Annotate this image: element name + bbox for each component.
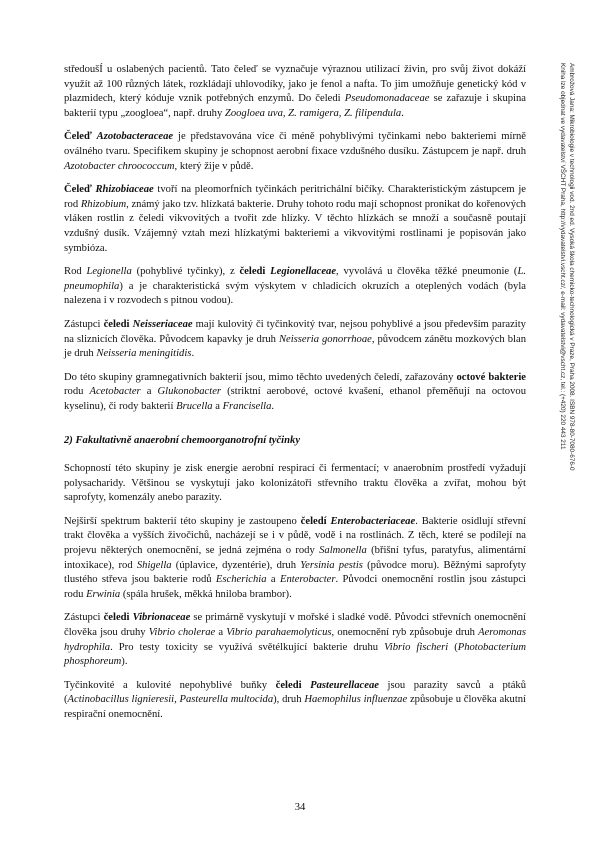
family-name: Azotobacteraceae: [96, 131, 174, 143]
paragraph-neisseriaceae: [64, 318, 526, 362]
text: (původce moru). Běžnými saprofyty tlustého střeva jsou bakterie rodů: [64, 559, 526, 586]
text: Schopností této skupiny je zisk energie aerobní respirací či fermentací; v anaerobním prostředí vyžadují polysacharidy. Většinou se vyskytují jako kolonizátoři střevního traktu člověka a zvířat, mohou být saprofyty, komenzály anebo parazity.: [64, 463, 526, 504]
bold-term: čeledí: [300, 515, 331, 527]
sidebar-citation: Ambrožová Jana: Mikrobiologie v technologii vod. 2nd ed. Vysoká škola chemicko-technologická v Praze, Praha 2008. ISBN 978-80-7080-676-0: [568, 63, 575, 471]
text: se primárně vyskytují v mořské i sladké vodě. Původci střevních onemocnění člověka jsou druhy: [64, 612, 526, 638]
taxon-name: Yersinia pestis: [300, 559, 363, 571]
taxon-name: Rhizobium: [80, 198, 127, 210]
paragraph-azotobacteraceae: [64, 130, 526, 174]
text: se zařazuje i skupina bakterií typu „zoogloea“, např. druhy: [64, 93, 526, 119]
taxon-name: Brucella: [176, 400, 213, 412]
publication-sidebar: [546, 63, 576, 673]
taxon-name: Vibrio parahaemolyticus: [226, 627, 332, 638]
text: Zástupci: [64, 318, 104, 330]
paragraph-legionellaceae: [64, 265, 526, 309]
taxon-name: Aeromonas hydrophila: [64, 627, 526, 653]
text: (spála hrušek, měkká hniloba brambor).: [120, 588, 292, 600]
text: mají kulovitý či tyčinkovitý tvar, nejsou pohyblivé a jsou především parazity na sliznicích člověka. Původcem kapavky je druh: [64, 318, 526, 345]
text: Nejširší spektrum bakterií této skupiny je zastoupeno: [64, 515, 301, 527]
paragraph-pasteurellaceae: [64, 679, 526, 723]
sidebar-order-info: Kniha lze objednat ve vydavatelství VŠCHT Praha, http://vydavatelstvi.vscht.cz/, e-mail: vydavatelstvi@vscht.cz, tel.: (+420) 220 443 211: [559, 63, 566, 450]
text: Rod: [64, 266, 87, 278]
taxon-name: Francisella: [222, 400, 272, 412]
text: (: [448, 641, 458, 653]
taxon-name: Vibrio cholerae: [148, 627, 216, 638]
text: . Bakterie osidlují střevní trakt člověka a vyšších živočichů, nacházejí se i v půdě, vodě i na rostlinách. Z těch, které se podílejí na projevu některých onemocnění, se jedná zejména o rody: [64, 515, 526, 557]
taxon-name: Azotobacter chroococcum: [64, 160, 175, 172]
taxon-name: Neisseria meningitidis: [96, 348, 192, 360]
text: a: [215, 627, 227, 638]
family-name: Rhizobiaceae: [95, 184, 154, 196]
bold-term: čeledi: [275, 679, 311, 691]
text: ) a je charakteristická svým výskytem v chladicích okruzích a oteplených vodách (byla nalezena i v rozvodech s pitnou vodou).: [64, 280, 526, 307]
text: Do této skupiny gramnegativních bakterií jsou, mimo těchto uvedených čeledí, zařazovány: [64, 371, 457, 383]
text: , známý jako tzv. hlízkatá bakterie. Druhy tohoto rodu mají schopnost pronikat do kořenových vláken rostlin z čeledi vikvovitých a tvořit zde hlízky. V těchto hlízkách se množí a současně poutají vzdušný dusík. Vzájemný vztah mezi hlízkatými bakteriemi a vikvovitými rostlinami je popisován jako symbióza.: [64, 198, 526, 254]
page-number: 34: [294, 802, 306, 813]
text: ).: [121, 656, 128, 668]
text: a: [212, 400, 223, 412]
taxon-name: Shigella: [136, 559, 172, 571]
text: a: [266, 574, 280, 586]
text: a: [140, 386, 158, 398]
taxon-name: Photobacterium phosphoreum: [64, 641, 526, 668]
bold-term: čeledi: [103, 318, 133, 330]
family-name: Neisseriaceae: [132, 318, 193, 330]
taxon-name: L. pneumophila: [64, 266, 526, 292]
paragraph-enterobacteriaceae: [64, 515, 526, 603]
taxon-name: Escherichia: [215, 574, 267, 586]
taxon-name: Glukonobacter: [157, 386, 222, 398]
bold-term: Čeleď: [64, 184, 96, 196]
paragraph-rhizobiaceae: [64, 183, 526, 256]
paragraph-facultative-intro: [64, 462, 526, 506]
text: (úplavice, dyzentérie), druh: [171, 559, 301, 571]
text: , onemocnění ryb způsobuje druh: [331, 627, 479, 638]
section-heading: 2) Fakultativně anaerobní chemoorganotrofní tyčinky: [64, 435, 301, 447]
taxon-name: Zoogloea uva, Z. ramigera, Z. filipendula: [224, 107, 402, 119]
taxon-name: Salmonella: [319, 545, 367, 557]
taxon-name: Actinobacillus lignieresii, Pasteurella multocida: [67, 694, 274, 706]
text: , původcem zánětu mozkových blan je druh: [64, 333, 526, 360]
taxon-name: Neisseria gonorrhoae: [278, 333, 372, 345]
text: (pohyblivé tyčinky), z: [131, 266, 240, 278]
bold-term: octové bakterie: [456, 371, 526, 383]
taxon-name: Pseudomonadaceae: [344, 93, 430, 105]
text: (břišní tyfus, paratyfus, alimentární intoxikace), rod: [64, 545, 526, 571]
paragraph-pseudomonadaceae: [64, 63, 526, 121]
text: Zástupci: [64, 612, 104, 624]
text: . Pro testy toxicity se využívá světélkující bakterie druhu: [110, 641, 385, 653]
family-name: Vibrionaceae: [132, 612, 191, 624]
text: rodu: [64, 386, 90, 398]
taxon-name: Legionella: [86, 266, 132, 278]
paragraph-vibrionaceae: [64, 611, 526, 669]
text: je představována více či méně pohyblivými tyčinkami nebo bakteriemi mírně oválného tvaru. Specifikem skupiny je schopnost aerobní fixace vzdušného dusíku. Zástupcem je např. druh: [64, 131, 526, 157]
taxon-name: Haemophilus influenzae: [304, 694, 408, 706]
taxon-name: Enterobacter: [280, 574, 336, 586]
paragraph-acetic-bacteria: [64, 371, 526, 415]
text: (striktní aerobové, octové kvašení, ethanol přeměňují na octovou kyselinu), či rody bakterií: [64, 386, 526, 412]
text: středoušÍ u oslabených pacientů. Tato čeleď se vyznačuje výraznou utilizací živin, pro svůj život dokáží využít až 100 různých látek, rozkládají uhlovodíky, jako je fenol a nafta. To jim umožňuje genetický kód v plazmidech, který kóduje vznik potřebných enzymů. Do čeledi: [64, 64, 526, 105]
taxon-name: Vibrio fischeri: [384, 641, 449, 653]
bold-term: Čeleď: [64, 131, 97, 143]
bold-term: čeledi: [239, 266, 271, 278]
taxon-name: Acetobacter: [89, 386, 141, 398]
text: jsou parazity savců a ptáků (: [64, 679, 526, 706]
text: .: [191, 348, 195, 360]
taxon-name: Erwinia: [86, 588, 121, 600]
text: .: [271, 400, 275, 412]
text: , vyvolává u člověka těžké pneumonie (: [336, 266, 518, 278]
text: .: [401, 107, 404, 119]
text: , který žije v půdě.: [174, 160, 254, 172]
family-name: Pasteurellaceae: [310, 679, 379, 691]
page-body: [64, 63, 526, 732]
bold-term: čeledi: [103, 612, 133, 624]
text: způsobuje u člověka akutní respirační onemocnění.: [64, 694, 526, 720]
text: tvoří na pleomorfních tyčinkách peritrichální bičíky. Charakteristickým zástupcem je rod: [64, 184, 526, 210]
text: ), druh: [273, 694, 305, 706]
text: . Původci onemocnění rostlin jsou zástupci rodu: [64, 574, 526, 600]
text: Tyčinkovité a kulovité nepohyblivé buňky: [64, 679, 276, 691]
family-name: Legionellaceae: [270, 266, 337, 278]
family-name: Enterobacteriaceae: [330, 515, 416, 527]
